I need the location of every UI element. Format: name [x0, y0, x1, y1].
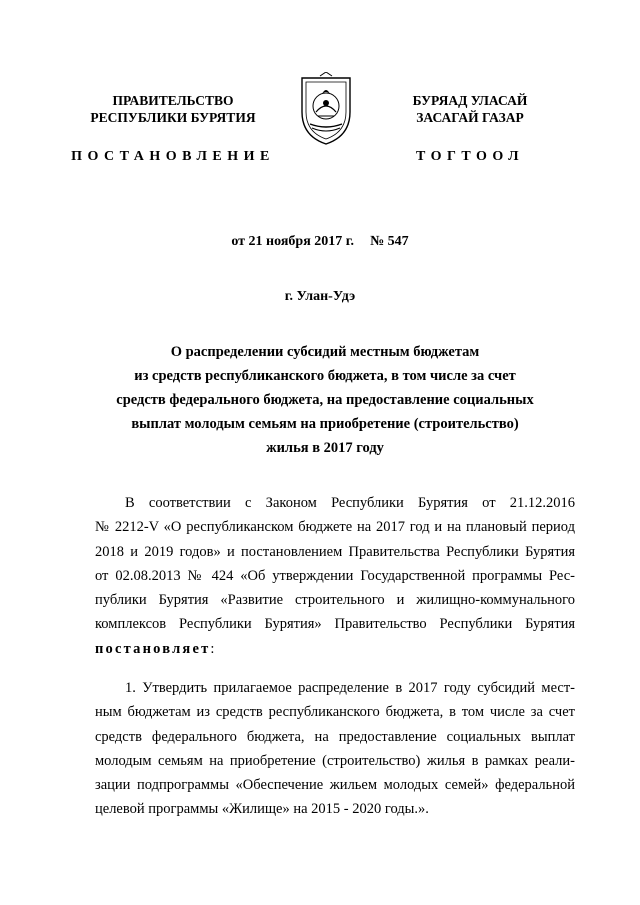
title-line: из средств республиканского бюджета, в том числе за счет	[134, 368, 516, 384]
preamble-line: № 2212-V «О республиканском бюджете на 2017 год и на плановый период	[95, 519, 575, 536]
preamble-paragraph	[95, 491, 575, 661]
resolves-colon: :	[210, 640, 215, 657]
clause-line: молодым семьям на приобретение (строительство) жилья в рамках реали-	[95, 752, 575, 769]
document-title	[90, 340, 560, 460]
government-name-bur-line1: БУРЯАД УЛАСАЙ	[412, 93, 528, 108]
preamble-line: 2018 и 2019 годов» и постановлением Правительства Республики Бурятия	[95, 543, 575, 560]
document-type-ru: ПОСТАНОВЛЕНИЕ	[71, 149, 275, 164]
clause-line: 1. Утвердить прилагаемое распределение в 2017 году субсидий мест-	[125, 680, 575, 696]
document-date: от 21 ноября 2017 г.	[231, 234, 355, 249]
resolves-word: постановляет	[95, 640, 211, 657]
resolves-line	[95, 637, 575, 661]
preamble-line: комплексов Республики Бурятия» Правительство Республики Бурятия	[95, 616, 575, 633]
clause-line: зации подпрограммы «Обеспечение жильем молодых семей» федеральной	[95, 777, 575, 794]
clause-line: ным бюджетам из средств республиканского бюджета, в том числе за счет	[95, 704, 575, 721]
government-name-bur-line2: ЗАСАГАЙ ГАЗАР	[416, 110, 524, 125]
preamble-line: от 02.08.2013 № 424 «Об утверждении Государственной программы Рес-	[95, 567, 575, 584]
document-type-bur: ТОГТООЛ	[415, 149, 525, 164]
preamble-line: публики Бурятия «Развитие строительного и жилищно-коммунального	[95, 592, 575, 609]
coat-of-arms-icon	[296, 72, 356, 148]
header-right-block	[380, 92, 560, 165]
clause-1-paragraph	[95, 676, 575, 822]
title-line: О распределении субсидий местным бюджетам	[170, 344, 480, 360]
clause-line: средств федерального бюджета, на предоставление социальных выплат	[95, 728, 575, 745]
government-name-line1: ПРАВИТЕЛЬСТВО	[112, 93, 234, 108]
document-number: № 547	[370, 234, 409, 249]
preamble-line: В соответствии с Законом Республики Бурятия от 21.12.2016	[125, 495, 575, 511]
document-date-number	[0, 234, 640, 250]
title-line: жилья в 2017 году	[266, 440, 384, 456]
header-left-block	[68, 92, 278, 165]
clause-line: целевой программы «Жилище» на 2015 - 2020 годы.».	[95, 801, 429, 818]
document-city: г. Улан-Удэ	[284, 289, 356, 304]
title-line: выплат молодым семьям на приобретение (строительство)	[131, 416, 519, 432]
government-name-line2: РЕСПУБЛИКИ БУРЯТИЯ	[90, 110, 256, 125]
title-line: средств федерального бюджета, на предоставление социальных	[116, 392, 534, 408]
